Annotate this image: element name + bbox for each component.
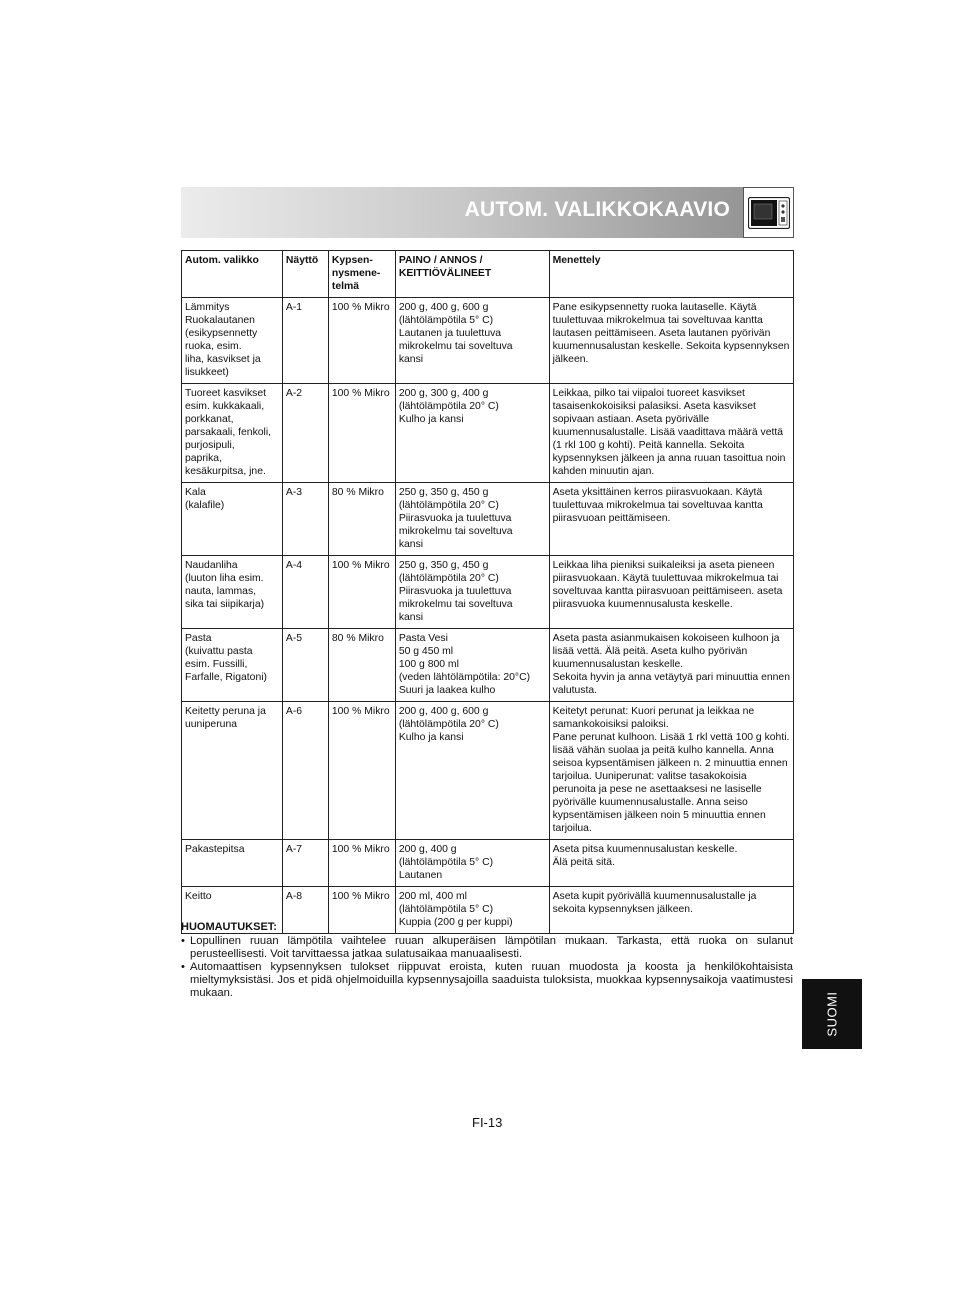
col-header-weight: PAINO / ANNOS / KEITTIÖVÄLINEET	[395, 251, 549, 298]
cell-display: A-5	[282, 629, 328, 702]
table-header-row	[182, 251, 794, 298]
cell-method: 80 % Mikro	[328, 483, 395, 556]
cell-method: 100 % Mikro	[328, 702, 395, 840]
cell-method: 100 % Mikro	[328, 556, 395, 629]
cell-weight: 200 g, 300 g, 400 g (lähtölämpötila 20° C) Kulho ja kansi	[395, 384, 549, 483]
notes-section	[181, 921, 793, 1000]
cell-method: 100 % Mikro	[328, 384, 395, 483]
cell-procedure: Leikkaa liha pieniksi suikaleiksi ja aseta pieneen piirasvuokaan. Käytä tuulettuvaa mikrokelmua tai soveltuvaa kantta piirasvuoan peittämiseen. aseta piirasvuoka kuumennusalusta keskelle.	[549, 556, 793, 629]
col-header-menu: Autom. valikko	[182, 251, 283, 298]
bullet-icon: •	[181, 961, 185, 973]
cell-method: 100 % Mikro	[328, 840, 395, 887]
note-item: • Automaattisen kypsennyksen tulokset riippuvat eroista, kuten ruuan muodosta ja koosta ja henkilökohtaisista mieltymyksistäsi. Jos et pidä ohjelmoiduilla kypsennysajoilla saaduista tuloksista, muokkaa kypsennysaikoja vaatimustesi mukaan.	[181, 961, 793, 999]
col-header-method: Kypsen- nysmene- telmä	[328, 251, 395, 298]
cell-menu: Naudanliha (luuton liha esim. nauta, lammas, sika tai siipikarja)	[182, 556, 283, 629]
cell-display: A-6	[282, 702, 328, 840]
notes-list	[181, 935, 793, 1000]
table-row	[182, 384, 794, 483]
cell-procedure: Keitetyt perunat: Kuori perunat ja leikkaa ne samankokoisiksi paloiksi. Pane perunat kulhoon. Lisää 1 rkl vettä 100 g kohti. lisää vähän suolaa ja peitä kulho kannella. Anna seisoa kypsentämisen jälkeen n. 2 minuuttia ennen tarjoilua. Uuniperunat: valitse tasakokoisia perunoita ja pese ne asettaaksesi ne lasiselle pyörivälle kuumennusalustalle. Anna seiso kypsentämisen jälkeen noin 5 minuuttia ennen tarjoilua.	[549, 702, 793, 840]
cell-weight: 200 ml, 400 ml (lähtölämpötila 5° C) Kuppia (200 g per kuppi)	[395, 887, 549, 934]
cell-weight: 200 g, 400 g (lähtölämpötila 5° C) Lautanen	[395, 840, 549, 887]
table-row	[182, 629, 794, 702]
table-row	[182, 298, 794, 384]
cell-weight: 200 g, 400 g, 600 g (lähtölämpötila 5° C) Lautanen ja tuulettuva mikrokelmu tai soveltuva kansi	[395, 298, 549, 384]
cell-procedure: Leikkaa, pilko tai viipaloi tuoreet kasvikset tasaisenkokoisiksi palasiksi. Aseta kasvikset sopivaan astiaan. Aseta pyörivälle kuumennusalustalle. Lisää vaadittava määrä vettä (1 rkl 100 g kohti). Peitä kannella. Sekoita kypsennyksen jälkeen ja anna ruuan tasoittua noin kahden minuutin ajan.	[549, 384, 793, 483]
microwave-icon-box	[743, 187, 794, 238]
col-header-procedure: Menettely	[549, 251, 793, 298]
cell-display: A-8	[282, 887, 328, 934]
cell-display: A-1	[282, 298, 328, 384]
page-title: AUTOM. VALIKKOKAAVIO	[464, 198, 730, 221]
cell-menu: Pakastepitsa	[182, 840, 283, 887]
cell-weight: Pasta Vesi 50 g 450 ml 100 g 800 ml (veden lähtölämpötila: 20°C) Suuri ja laakea kulho	[395, 629, 549, 702]
title-banner	[181, 187, 794, 238]
cell-menu: Keitetty peruna ja uuniperuna	[182, 702, 283, 840]
bullet-icon: •	[181, 935, 185, 947]
cell-display: A-3	[282, 483, 328, 556]
cell-procedure: Aseta pasta asianmukaisen kokoiseen kulhoon ja lisää vettä. Älä peitä. Aseta kulho pyörivän kuumennusalustan keskelle. Sekoita hyvin ja anna vetäytyä pari minuuttia ennen valutusta.	[549, 629, 793, 702]
cell-menu: Kala (kalafile)	[182, 483, 283, 556]
cell-method: 80 % Mikro	[328, 629, 395, 702]
cell-procedure: Aseta kupit pyörivällä kuumennusalustalle ja sekoita kypsennyksen jälkeen.	[549, 887, 793, 934]
table-row	[182, 483, 794, 556]
cell-procedure: Aseta pitsa kuumennusalustan keskelle. Älä peitä sitä.	[549, 840, 793, 887]
cell-weight: 250 g, 350 g, 450 g (lähtölämpötila 20° C) Piirasvuoka ja tuulettuva mikrokelmu tai soveltuva kansi	[395, 483, 549, 556]
cell-display: A-7	[282, 840, 328, 887]
language-label: SUOMI	[824, 991, 840, 1037]
table-row	[182, 840, 794, 887]
cell-procedure: Aseta yksittäinen kerros piirasvuokaan. Käytä tuulettuvaa mikrokelmua tai soveltuvaa kantta piirasvuoan peittämiseen.	[549, 483, 793, 556]
note-item: • Lopullinen ruuan lämpötila vaihtelee ruuan alkuperäisen lämpötilan mukaan. Tarkasta, että ruoka on sulanut perusteellisesti. Voit tarvittaessa jatkaa sulatusaikaa manuaalisesti.	[181, 935, 793, 960]
cell-menu: Keitto	[182, 887, 283, 934]
cell-weight: 250 g, 350 g, 450 g (lähtölämpötila 20° C) Piirasvuoka ja tuulettuva mikrokelmu tai soveltuva kansi	[395, 556, 549, 629]
cell-display: A-2	[282, 384, 328, 483]
language-tab	[802, 979, 862, 1049]
cell-menu: Lämmitys Ruokalautanen (esikypsennetty ruoka, esim. liha, kasvikset ja lisukkeet)	[182, 298, 283, 384]
cell-menu: Pasta (kuivattu pasta esim. Fussilli, Farfalle, Rigatoni)	[182, 629, 283, 702]
auto-menu-table	[181, 250, 794, 934]
notes-title: HUOMAUTUKSET:	[181, 921, 277, 933]
microwave-icon	[748, 197, 790, 229]
col-header-display: Näyttö	[282, 251, 328, 298]
cell-display: A-4	[282, 556, 328, 629]
cell-procedure: Pane esikypsennetty ruoka lautaselle. Käytä tuulettuvaa mikrokelmua tai soveltuvaa kantta lautasen peittämiseen. Aseta lautanen pyörivän kuumennusalustan keskelle. Sekoita kypsennyksen jälkeen.	[549, 298, 793, 384]
cell-method: 100 % Mikro	[328, 298, 395, 384]
cell-menu: Tuoreet kasvikset esim. kukkakaali, porkkanat, parsakaali, fenkoli, purjosipuli, paprika, kesäkurpitsa, jne.	[182, 384, 283, 483]
table-row	[182, 702, 794, 840]
table-row	[182, 556, 794, 629]
page-number: FI-13	[472, 1115, 503, 1130]
cell-method: 100 % Mikro	[328, 887, 395, 934]
cell-weight: 200 g, 400 g, 600 g (lähtölämpötila 20° C) Kulho ja kansi	[395, 702, 549, 840]
